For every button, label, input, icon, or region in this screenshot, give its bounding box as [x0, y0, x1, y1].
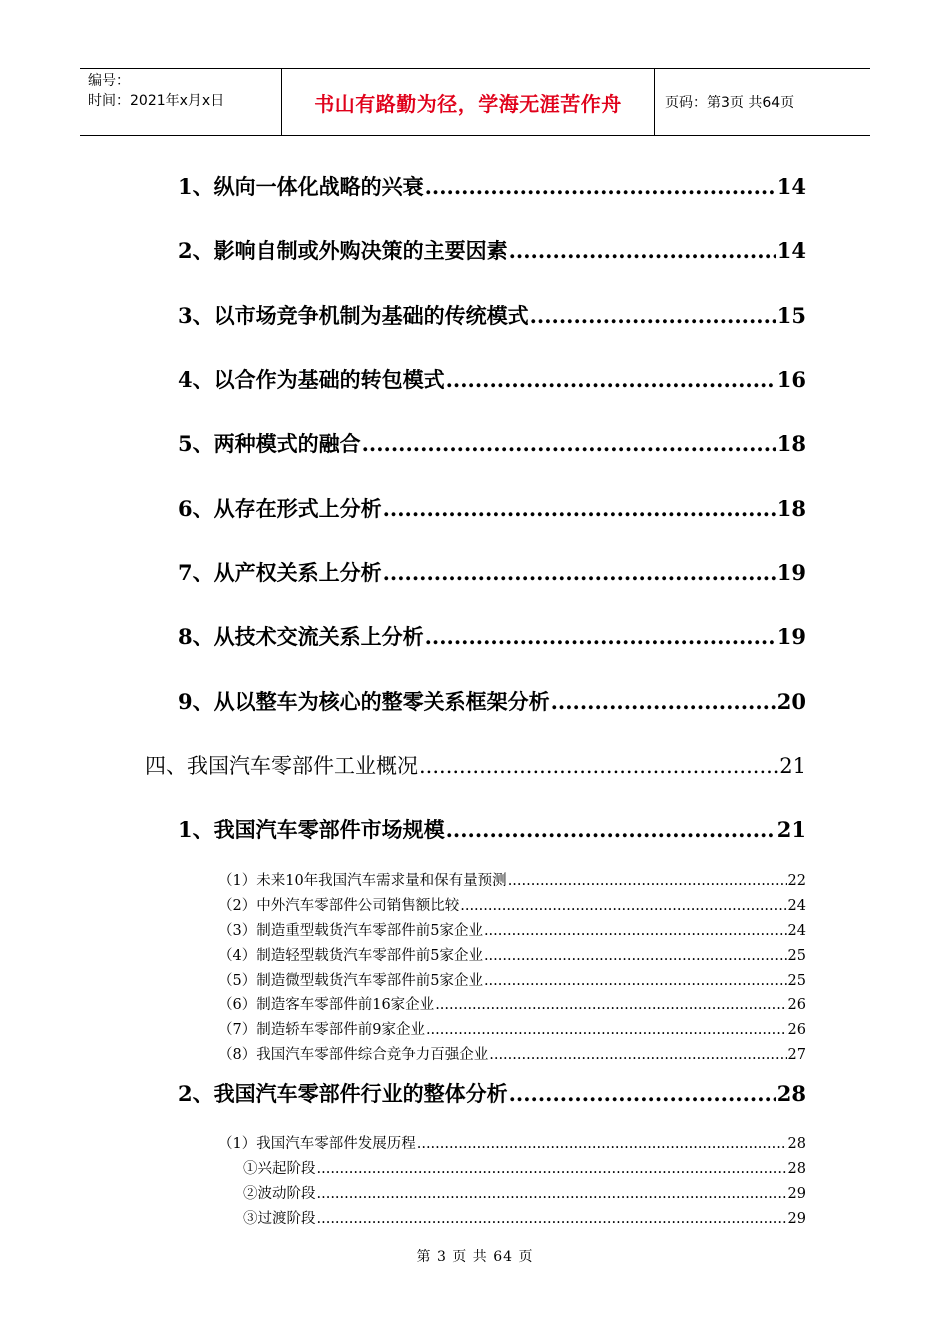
toc-entry[interactable]	[178, 557, 806, 587]
toc-entry-page-number: 14	[776, 238, 806, 263]
toc-entry-title: （4）制造轻型载货汽车零部件前5家企业	[218, 948, 483, 964]
toc-entry[interactable]	[218, 1132, 806, 1152]
toc-entry[interactable]	[218, 894, 806, 914]
toc-entry[interactable]	[178, 493, 806, 523]
toc-entry-page-number: 29	[787, 1211, 806, 1227]
toc-dot-leader	[489, 1047, 786, 1063]
toc-entry[interactable]	[218, 993, 806, 1013]
toc-entry[interactable]	[178, 235, 806, 265]
toc-entry-title: （7）制造轿车零部件前9家企业	[218, 1022, 425, 1038]
toc-entry[interactable]	[178, 171, 806, 201]
toc-entry-page-number: 27	[787, 1047, 806, 1063]
toc-entry-title: 5、两种模式的融合	[178, 431, 361, 456]
toc-entry-title: 1、我国汽车零部件市场规模	[178, 817, 445, 842]
toc-entry[interactable]	[178, 686, 806, 716]
toc-dot-leader	[484, 923, 787, 939]
toc-entry-page-number: 24	[787, 898, 806, 914]
toc-entry[interactable]	[218, 1043, 806, 1063]
toc-dot-leader	[446, 367, 776, 392]
toc-entry-page-number: 28	[787, 1136, 806, 1152]
toc-entry-page-number: 20	[776, 689, 806, 714]
header-left-cell	[80, 69, 282, 135]
toc-dot-leader	[317, 1186, 787, 1202]
toc-dot-leader	[425, 174, 776, 199]
toc-entry-title: 1、纵向一体化战略的兴衰	[178, 174, 424, 199]
toc-entry-page-number: 28	[787, 1161, 806, 1177]
toc-dot-leader	[383, 560, 776, 585]
toc-dot-leader	[484, 948, 787, 964]
toc-entry-page-number: 19	[776, 560, 806, 585]
toc-dot-leader	[317, 1211, 787, 1227]
toc-entry[interactable]	[243, 1207, 806, 1227]
toc-entry-title: （2）中外汽车零部件公司销售额比较	[218, 898, 460, 914]
toc-entry[interactable]	[145, 750, 806, 780]
header-page-info: 页码：第3页 共64页	[665, 95, 795, 111]
toc-entry[interactable]	[243, 1182, 806, 1202]
toc-dot-leader	[362, 431, 776, 456]
toc-dot-leader	[508, 873, 787, 889]
toc-entry[interactable]	[178, 300, 806, 330]
toc-entry-page-number: 25	[787, 973, 806, 989]
toc-entry[interactable]	[178, 428, 806, 458]
toc-entry[interactable]	[218, 969, 806, 989]
toc-entry[interactable]	[218, 944, 806, 964]
toc-entry[interactable]	[178, 364, 806, 394]
toc-dot-leader	[460, 898, 786, 914]
toc-entry-page-number: 19	[776, 624, 806, 649]
toc-dot-leader	[509, 1081, 776, 1106]
toc-dot-leader	[425, 624, 776, 649]
toc-entry[interactable]	[243, 1157, 806, 1177]
toc-entry-title: （3）制造重型载货汽车零部件前5家企业	[218, 923, 483, 939]
document-number-label: 编号：	[88, 73, 130, 89]
page-header	[80, 68, 870, 136]
toc-entry-title: ③过渡阶段	[243, 1211, 316, 1227]
toc-entry-page-number: 26	[787, 1022, 806, 1038]
toc-entry[interactable]	[178, 1078, 806, 1108]
toc-entry-title: （5）制造微型载货汽车零部件前5家企业	[218, 973, 483, 989]
toc-entry-page-number: 29	[787, 1186, 806, 1202]
toc-entry-title: （8）我国汽车零部件综合竞争力百强企业	[218, 1047, 489, 1063]
document-time-label: 时间：2021年x月x日	[88, 93, 225, 109]
toc-entry-page-number: 14	[776, 174, 806, 199]
toc-entry[interactable]	[178, 814, 806, 844]
toc-dot-leader	[509, 238, 776, 263]
toc-entry-title: 6、从存在形式上分析	[178, 496, 382, 521]
toc-dot-leader	[383, 496, 776, 521]
toc-entry-page-number: 18	[776, 431, 806, 456]
toc-entry-page-number: 25	[787, 948, 806, 964]
toc-dot-leader	[426, 1022, 787, 1038]
toc-entry-title: 2、影响自制或外购决策的主要因素	[178, 238, 508, 263]
toc-entry-title: ②波动阶段	[243, 1186, 316, 1202]
toc-entry-title: 4、以合作为基础的转包模式	[178, 367, 445, 392]
toc-entry-page-number: 24	[787, 923, 806, 939]
toc-dot-leader	[551, 689, 776, 714]
toc-entry-page-number: 21	[779, 754, 806, 778]
toc-entry-title: （1）未来10年我国汽车需求量和保有量预测	[218, 873, 507, 889]
toc-entry[interactable]	[218, 919, 806, 939]
toc-entry-title: （6）制造客车零部件前16家企业	[218, 997, 435, 1013]
toc-entry-title: 2、我国汽车零部件行业的整体分析	[178, 1081, 508, 1106]
page-footer: 第 3 页 共 64 页	[416, 1249, 534, 1265]
toc-entry-page-number: 21	[776, 817, 806, 842]
toc-entry-page-number: 16	[776, 367, 806, 392]
toc-dot-leader	[530, 303, 776, 328]
toc-dot-leader	[446, 817, 776, 842]
toc-entry-title: ①兴起阶段	[243, 1161, 316, 1177]
toc-dot-leader	[317, 1161, 787, 1177]
toc-entry[interactable]	[218, 1018, 806, 1038]
toc-dot-leader	[419, 754, 778, 778]
toc-entry-title: 7、从产权关系上分析	[178, 560, 382, 585]
toc-entry-title: 四、我国汽车零部件工业概况	[145, 754, 418, 778]
toc-entry-page-number: 22	[787, 873, 806, 889]
toc-entry-page-number: 15	[776, 303, 806, 328]
header-motto: 书山有路勤为径，学海无涯苦作舟	[282, 69, 655, 135]
toc-entry-title: （1）我国汽车零部件发展历程	[218, 1136, 416, 1152]
toc-dot-leader	[435, 997, 786, 1013]
toc-entry-title: 9、从以整车为核心的整零关系框架分析	[178, 689, 550, 714]
toc-entry-page-number: 26	[787, 997, 806, 1013]
toc-dot-leader	[417, 1136, 787, 1152]
toc-dot-leader	[484, 973, 787, 989]
toc-entry-title: 3、以市场竞争机制为基础的传统模式	[178, 303, 529, 328]
toc-entry[interactable]	[218, 869, 806, 889]
toc-entry-page-number: 28	[776, 1081, 806, 1106]
toc-entry-page-number: 18	[776, 496, 806, 521]
toc-entry[interactable]	[178, 621, 806, 651]
toc-entry-title: 8、从技术交流关系上分析	[178, 624, 424, 649]
